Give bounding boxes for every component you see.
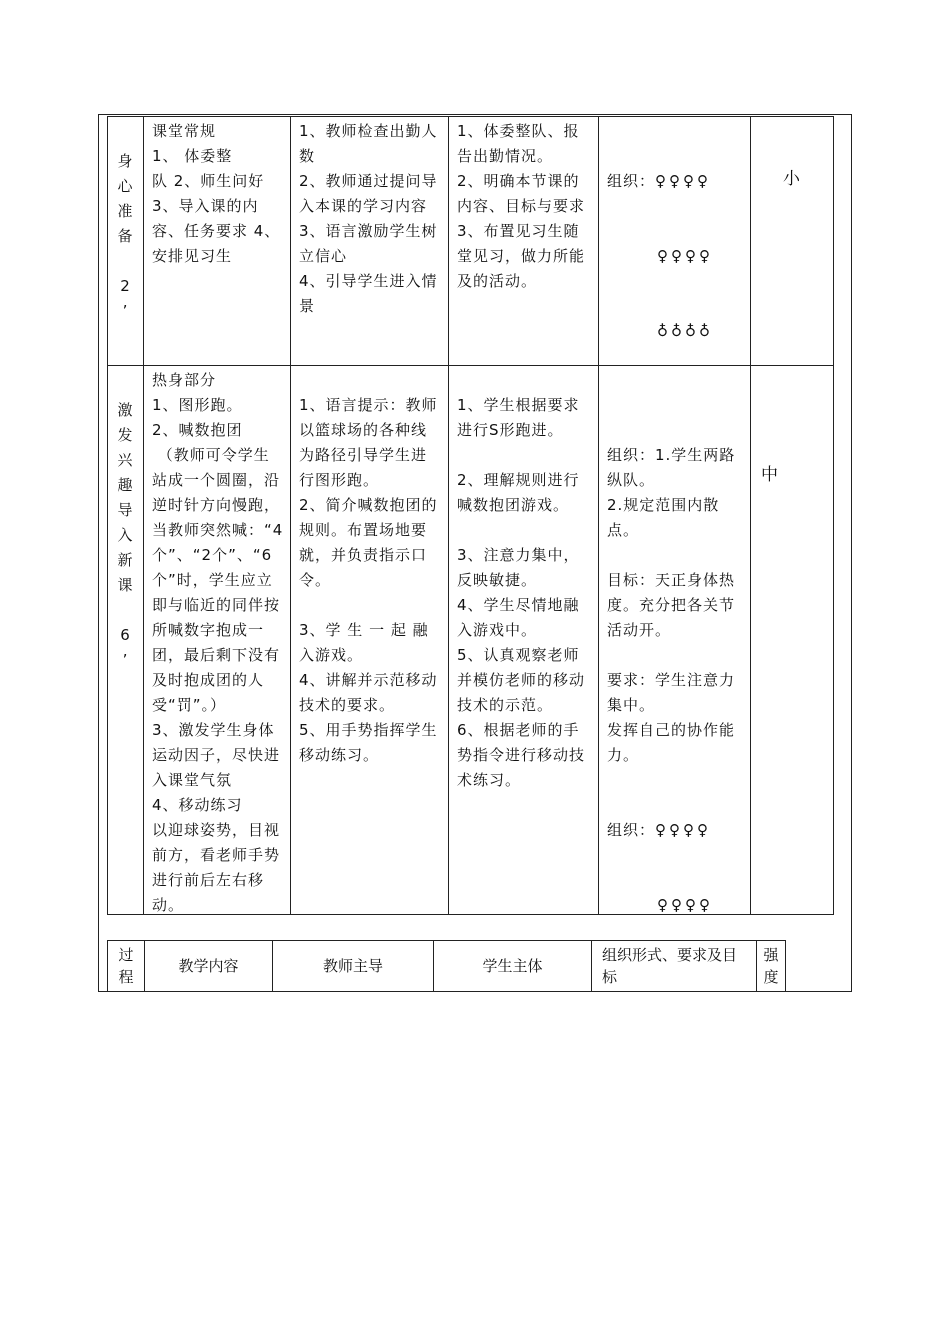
stage-char: 新: [117, 551, 134, 569]
stage-char: 身: [117, 152, 134, 170]
stage-char: 备: [117, 227, 134, 245]
stage-char: ’: [122, 651, 129, 669]
stage-char: 心: [117, 177, 134, 195]
org-cell-1: [598, 116, 751, 366]
stage-char: 6: [120, 626, 131, 644]
formation-row: ♀♀♀♀: [657, 896, 713, 914]
header-org: 组织形式、要求及目标: [591, 940, 757, 992]
stage-char: 兴: [117, 451, 134, 469]
stage-cell-1: [107, 116, 144, 366]
intensity-cell-2: [750, 365, 834, 915]
header-process: 过程: [107, 940, 145, 992]
stage-char: 入: [117, 526, 134, 544]
header-intensity: 强度: [756, 940, 786, 992]
formation-row: ♀♀♀♀: [655, 821, 711, 839]
org-text: 组织：1.学生两路纵队。 2.规定范围内散点。 目标：天正身体热度。充分把各关节活动开。 要求：学生注意力集中。 发挥自己的协作能力。: [607, 446, 736, 764]
teacher-cell-2: 1、语言提示：教师以篮球场的各种线为路径引导学生进行图形跑。 2、简介喊数抱团的规则。布置场地要就，并负责指示口令。 3、学 生 一 起 融 入游戏。 4、讲解并示范移动技术的要求。 5、用手势指挥学生移动练习。: [290, 365, 449, 915]
intensity-cell-1: [750, 116, 834, 366]
student-cell-2: 1、学生根据要求进行S形跑进。 2、理解规则进行喊数抱团游戏。 3、注意力集中，反映敏捷。 4、学生尽情地融入游戏中。 5、认真观察老师并模仿老师的移动技术的示范。 6、根据老师的手势指令进行移动技术练习。: [448, 365, 599, 915]
org-label: 组织：: [607, 172, 656, 190]
header-student: 学生主体: [433, 940, 592, 992]
header-content: 教学内容: [144, 940, 273, 992]
intensity-value: 小: [783, 169, 801, 189]
stage-char: 课: [117, 576, 134, 594]
formation-row: ♁♁♁♁: [657, 322, 713, 340]
stage-char: ’: [122, 302, 129, 320]
stage-char: [108, 249, 143, 274]
org-label: 组织：: [607, 821, 656, 839]
content-cell-2: 热身部分 1、图形跑。 2、喊数抱团 （教师可令学生站成一个圆圈，沿逆时针方向慢跑，当教师突然喊：“4个”、“2个”、“6个”时，学生应立即与临近的同伴按所喊数字抱成一团，最后剩下没有及时抱成团的人受“罚”。） 3、激发学生身体运动因子，尽快进入课堂气氛 4、移动练习 以迎球姿势，目视前方，看老师手势进行前后左右移动。: [143, 365, 291, 915]
stage-char: 趣: [117, 476, 134, 494]
stage-char: [108, 598, 143, 623]
stage-char: 发: [117, 426, 134, 444]
student-cell-1: 1、体委整队、报告出勤情况。 2、明确本节课的内容、目标与要求 3、布置见习生随堂见习，做力所能及的活动。: [448, 116, 599, 366]
org-cell-2: [598, 365, 751, 915]
formation-row: ♀♀♀♀: [657, 247, 713, 265]
stage-char: 2: [120, 277, 131, 295]
intensity-value: 中: [761, 465, 779, 485]
stage-char: 准: [117, 202, 134, 220]
content-cell-1: 课堂常规 1、 体委整 队 2、师生问好 3、导入课的内容、任务要求 4、安排见习生: [143, 116, 291, 366]
formation-row: ♀♀♀♀: [655, 172, 711, 190]
teacher-cell-1: 1、教师检查出勤人数 2、教师通过提问导入本课的学习内容 3、语言激励学生树立信心 4、引导学生进入情景: [290, 116, 449, 366]
stage-char: 激: [117, 401, 134, 419]
stage-char: 导: [117, 501, 134, 519]
stage-cell-2: [107, 365, 144, 915]
header-teacher: 教师主导: [272, 940, 434, 992]
